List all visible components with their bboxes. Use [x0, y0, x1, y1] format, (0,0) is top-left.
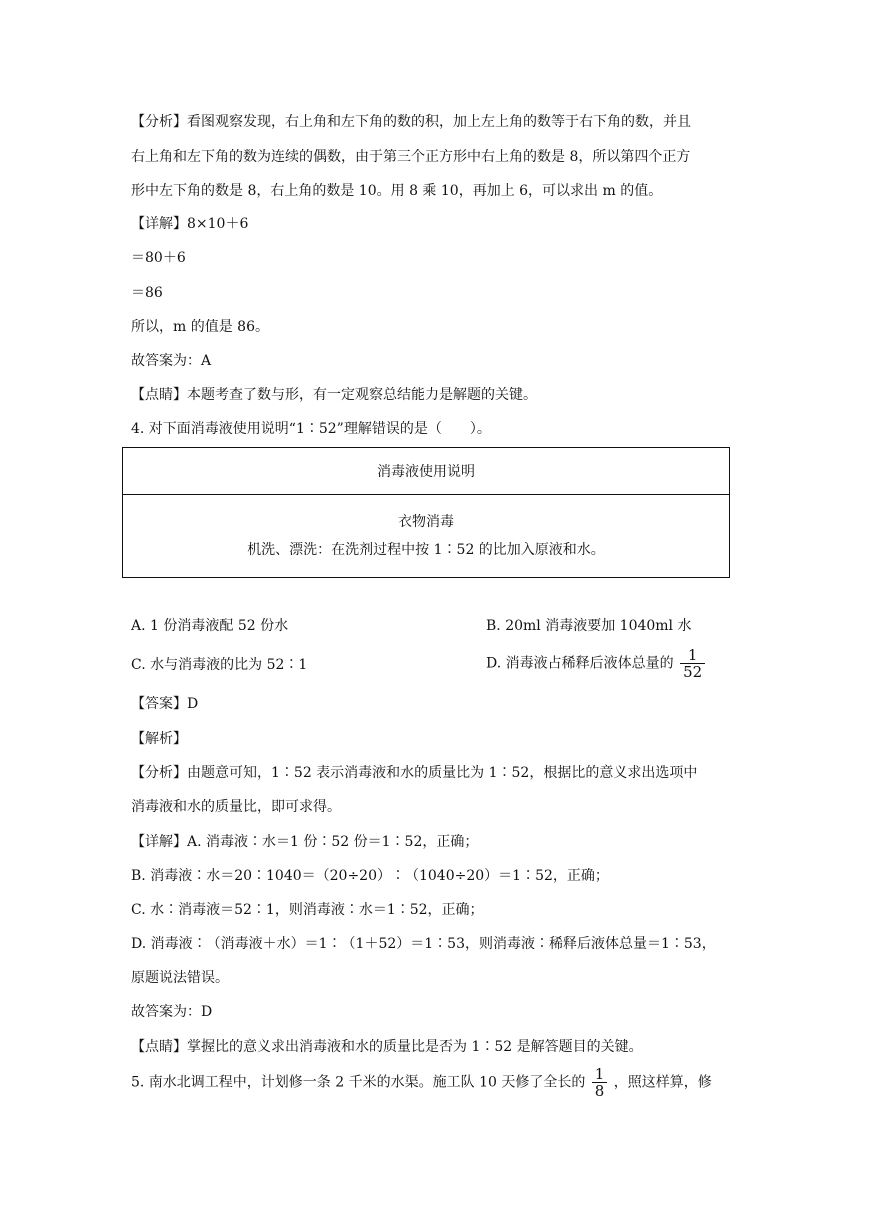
analysis-line-3: 形中左下角的数是 8，右上角的数是 10。用 8 乘 10，再加上 6，可以求出 m 的值。 — [131, 183, 663, 199]
option-a: A. 1 份消毒液配 52 份水 — [131, 618, 289, 634]
step-line-1: ＝80＋6 — [131, 250, 186, 266]
option-c: C. 水与消毒液的比为 52∶1 — [131, 657, 308, 673]
q4-detail-line-1: 【详解】A. 消毒液∶水＝1 份∶52 份＝1∶52，正确； — [131, 834, 479, 850]
option-d — [486, 647, 707, 680]
analysis-line-1: 【分析】看图观察发现，右上角和左下角的数的积，加上左上角的数等于右下角的数，并且 — [131, 114, 691, 130]
comment-line: 【点睛】本题考查了数与形，有一定观察总结能力是解题的关键。 — [131, 387, 537, 403]
option-d-fraction — [680, 647, 705, 680]
answer-line: 故答案为：A — [131, 353, 212, 369]
instruction-table — [122, 447, 730, 578]
q4-answer: 【答案】D — [131, 696, 199, 712]
q4-comment: 【点睛】掌握比的意义求出消毒液和水的质量比是否为 1∶52 是解答题目的关键。 — [131, 1039, 643, 1055]
instruction-table-body — [123, 495, 730, 578]
q5-denominator: 8 — [594, 1082, 605, 1100]
analysis-line-2: 右上角和左下角的数为连续的偶数，由于第三个正方形中右上角的数是 8，所以第四个正方 — [131, 149, 691, 165]
q4-analysis-line-2: 消毒液和水的质量比，即可求得。 — [131, 799, 341, 815]
step-line-2: ＝86 — [131, 285, 163, 301]
option-b: B. 20ml 消毒液要加 1040ml 水 — [486, 618, 692, 634]
q5-text-after: ，照这样算，修 — [613, 1074, 712, 1091]
option-d-denominator: 52 — [683, 663, 703, 681]
option-d-text: D. 消毒液占稀释后液体总量的 — [486, 655, 674, 672]
q4-detail-line-5: 原题说法错误。 — [131, 970, 229, 986]
question-5 — [131, 1066, 712, 1099]
q4-detail-line-4: D. 消毒液∶（消毒液＋水）＝1∶（1＋52）＝1∶53，则消毒液∶稀释后液体总量＝1∶53， — [131, 936, 716, 952]
q5-fraction — [592, 1066, 608, 1099]
q4-detail-line-2: B. 消毒液∶水＝20∶1040＝（20÷20）∶（1040÷20）＝1∶52，正确； — [131, 868, 609, 884]
detail-line: 【详解】8×10＋6 — [131, 216, 249, 232]
instruction-subtitle: 衣物消毒 — [398, 514, 454, 530]
q4-detail-line-3: C. 水∶消毒液＝52∶1，则消毒液∶水＝1∶52，正确； — [131, 902, 484, 918]
instruction-text: 机洗、漂洗：在洗剂过程中按 1∶52 的比加入原液和水。 — [247, 542, 605, 558]
conclusion-line: 所以，m 的值是 86。 — [131, 319, 269, 335]
q4-analysis-line-1: 【分析】由题意可知，1∶52 表示消毒液和水的质量比为 1∶52，根据比的意义求出选项中 — [131, 765, 698, 781]
instruction-table-title: 消毒液使用说明 — [123, 448, 730, 495]
q4-final-answer: 故答案为：D — [131, 1004, 213, 1020]
option-d-numerator: 1 — [680, 647, 705, 664]
question-4: 4. 对下面消毒液使用说明“1∶52”理解错误的是（ ）。 — [131, 421, 491, 437]
q5-numerator: 1 — [592, 1066, 608, 1083]
q5-text-before: 5. 南水北调工程中，计划修一条 2 千米的水渠。施工队 10 天修了全长的 — [131, 1074, 586, 1091]
q4-explain-label: 【解析】 — [131, 731, 187, 747]
